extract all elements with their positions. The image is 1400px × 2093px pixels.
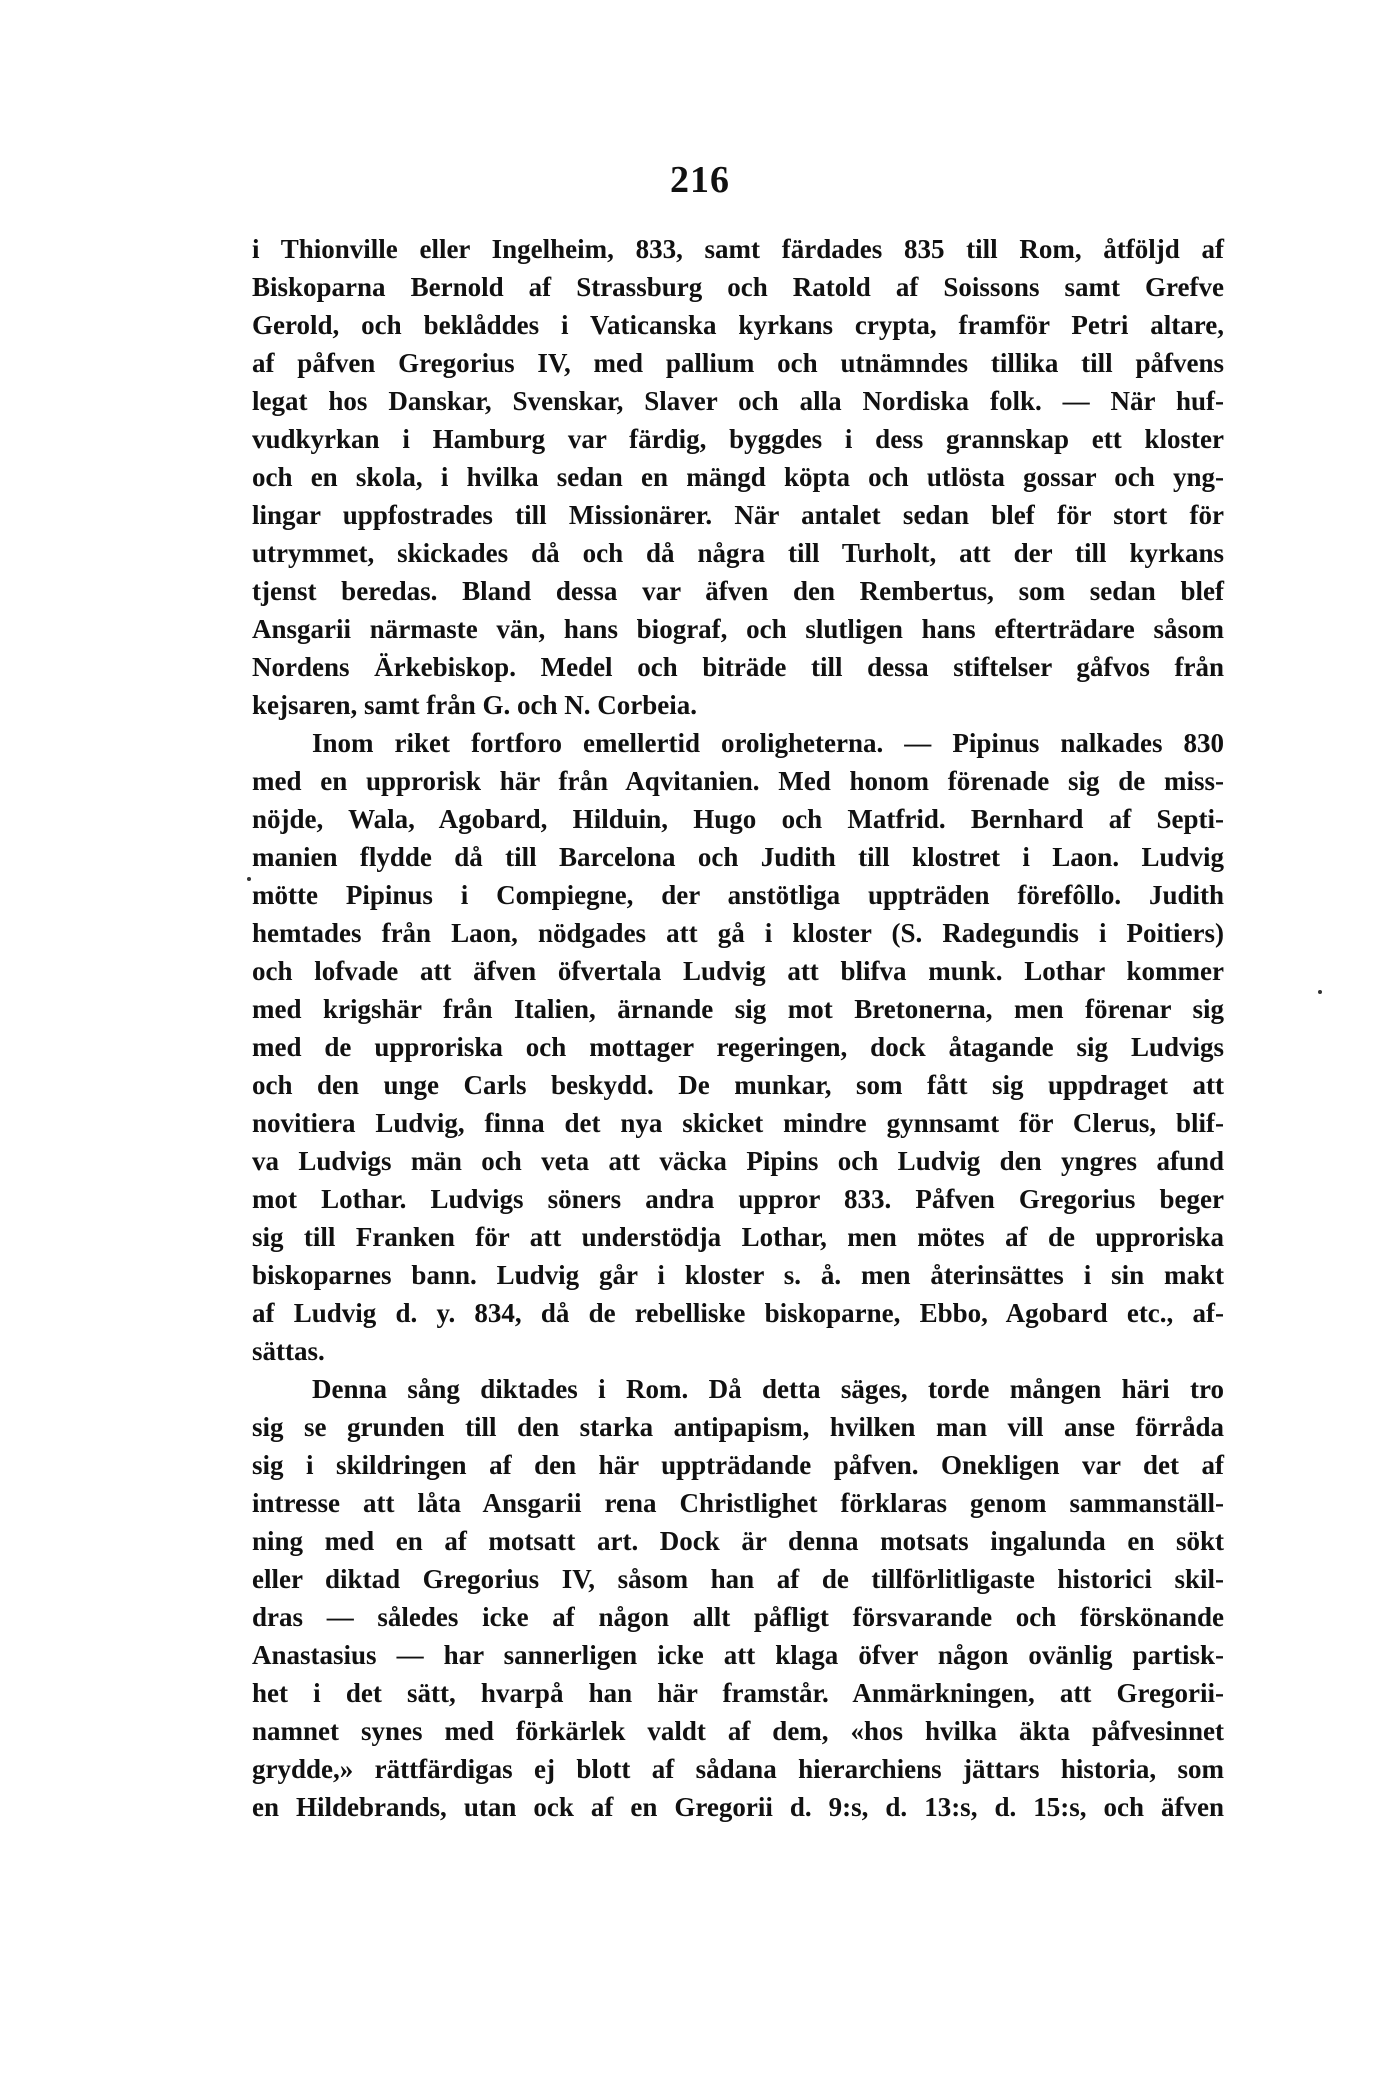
text-line: nöjde, Wala, Agobard, Hilduin, Hugo och Matfrid. Bernhard af Septi- — [252, 804, 1224, 834]
text-line: sig till Franken för att understödja Lothar, men mötes af de upproriska — [252, 1222, 1224, 1252]
text-line: och en skola, i hvilka sedan en mängd köpta och utlösta gossar och yng- — [252, 462, 1224, 492]
text-line: med krigshär från Italien, ärnande sig mot Bretonerna, men förenar sig — [252, 994, 1224, 1024]
text-line: eller diktad Gregorius IV, såsom han af de tillförlitligaste historici skil- — [252, 1564, 1224, 1594]
body-text — [252, 230, 1224, 1826]
text-line: sättas. — [252, 1336, 325, 1366]
text-line: Inom riket fortforo emellertid oroligheterna. — Pipinus nalkades 830 — [312, 728, 1224, 758]
text-line: sig se grunden till den starka antipapism, hvilken man vill anse förråda — [252, 1412, 1224, 1442]
text-line: grydde,» rättfärdigas ej blott af sådana hierarchiens jättars historia, som — [252, 1754, 1224, 1784]
text-line: med en upprorisk här från Aqvitanien. Med honom förenade sig de miss- — [252, 766, 1224, 796]
text-line: Denna sång diktades i Rom. Då detta säges, torde mången häri tro — [312, 1374, 1224, 1404]
text-line: tjenst beredas. Bland dessa var äfven den Rembertus, som sedan blef — [252, 576, 1224, 606]
text-line: manien flydde då till Barcelona och Judith till klostret i Laon. Ludvig — [252, 842, 1224, 872]
text-line: novitiera Ludvig, finna det nya skicket mindre gynnsamt för Clerus, blif- — [252, 1108, 1224, 1138]
text-line: vudkyrkan i Hamburg var färdig, byggdes i dess grannskap ett kloster — [252, 424, 1224, 454]
text-line: i Thionville eller Ingelheim, 833, samt färdades 835 till Rom, åtföljd af — [252, 234, 1224, 264]
text-line: intresse att låta Ansgarii rena Christlighet förklaras genom sammanställ- — [252, 1488, 1224, 1518]
page-number: 216 — [670, 159, 730, 201]
margin-dot — [1318, 990, 1322, 994]
text-line: en Hildebrands, utan ock af en Gregorii d. 9:s, d. 13:s, d. 15:s, och äfven — [252, 1792, 1224, 1822]
text-line: Anastasius — har sannerligen icke att klaga öfver någon ovänlig partisk- — [252, 1640, 1224, 1670]
text-line: Gerold, och beklåddes i Vaticanska kyrkans crypta, framför Petri altare, — [252, 310, 1224, 340]
text-line: va Ludvigs män och veta att väcka Pipins och Ludvig den yngres afund — [252, 1146, 1224, 1176]
text-line: namnet synes med förkärlek valdt af dem, «hos hvilka äkta påfvesinnet — [252, 1716, 1224, 1746]
text-line: legat hos Danskar, Svenskar, Slaver och alla Nordiska folk. — När huf- — [252, 386, 1224, 416]
text-line: ning med en af motsatt art. Dock är denna motsats ingalunda en sökt — [252, 1526, 1224, 1556]
text-line: och den unge Carls beskydd. De munkar, som fått sig uppdraget att — [252, 1070, 1224, 1100]
text-line: med de upproriska och mottager regeringen, dock åtagande sig Ludvigs — [252, 1032, 1224, 1062]
text-line: hemtades från Laon, nödgades att gå i kloster (S. Radegundis i Poitiers) — [252, 918, 1224, 948]
text-line: kejsaren, samt från G. och N. Corbeia. — [252, 690, 697, 720]
text-line: het i det sätt, hvarpå han här framstår. Anmärkningen, att Gregorii- — [252, 1678, 1224, 1708]
text-line: lingar uppfostrades till Missionärer. När antalet sedan blef för stort för — [252, 500, 1224, 530]
text-line: Nordens Ärkebiskop. Medel och biträde till dessa stiftelser gåfvos från — [252, 652, 1224, 682]
text-line: mot Lothar. Ludvigs söners andra uppror 833. Påfven Gregorius beger — [252, 1184, 1224, 1214]
text-line: och lofvade att äfven öfvertala Ludvig att blifva munk. Lothar kommer — [252, 956, 1224, 986]
text-line: dras — således icke af någon allt påfligt försvarande och förskönande — [252, 1602, 1224, 1632]
text-line: af Ludvig d. y. 834, då de rebelliske biskoparne, Ebbo, Agobard etc., af- — [252, 1298, 1224, 1328]
text-line: mötte Pipinus i Compiegne, der anstötliga uppträden förefôllo. Judith — [252, 880, 1224, 910]
margin-dot — [247, 877, 251, 881]
text-line: af påfven Gregorius IV, med pallium och utnämndes tillika till påfvens — [252, 348, 1224, 378]
text-line: biskoparnes bann. Ludvig går i kloster s. å. men återinsättes i sin makt — [252, 1260, 1224, 1290]
text-line: Ansgarii närmaste vän, hans biograf, och slutligen hans efterträdare såsom — [252, 614, 1224, 644]
text-line: sig i skildringen af den här uppträdande påfven. Onekligen var det af — [252, 1450, 1224, 1480]
text-line: Biskoparna Bernold af Strassburg och Ratold af Soissons samt Grefve — [252, 272, 1224, 302]
text-line: utrymmet, skickades då och då några till Turholt, att der till kyrkans — [252, 538, 1224, 568]
